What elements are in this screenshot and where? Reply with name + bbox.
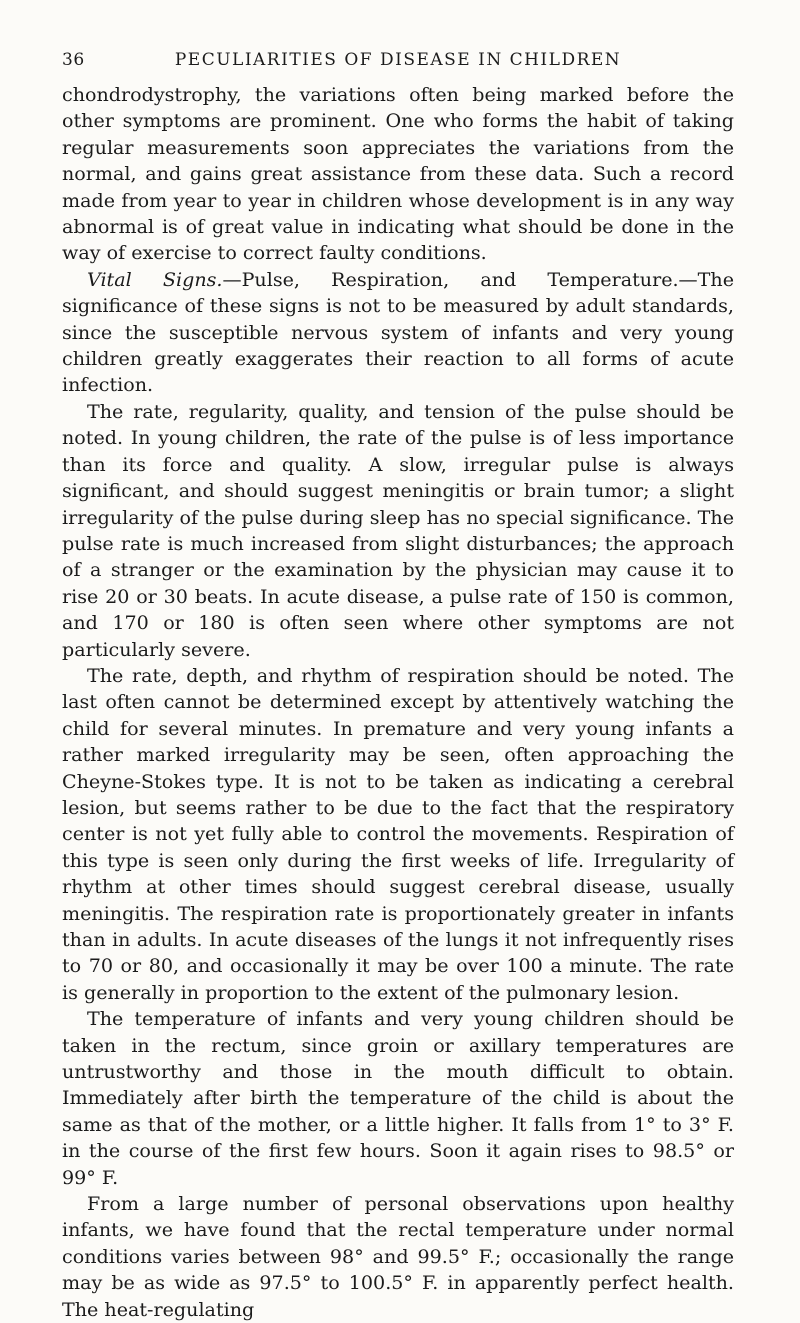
section-heading: Vital Signs. xyxy=(87,267,223,291)
paragraph-text: The rate, depth, and rhythm of respiration should be noted. The last often cannot be determined except by attentively watching the child for several minutes. In premature and very young infants a rather marked irregularity may be seen, often approaching the Cheyne-Stokes type. It is not to be taken as indicating a cerebral lesion, but seems rather to be due to the fact that the respiratory center is not yet fully able to control the movements. Respiration of this type is seen only during the first weeks of life. Irregularity of rhythm at other times should suggest cerebral disease, usually meningitis. The respiration rate is proportionately greater in infants than in adults. In acute diseases of the lungs it not infrequently rises to 70 or 80, and occasionally it may be over 100 a minute. The rate is generally in proportion to the extent of the pulmonary lesion. xyxy=(62,663,734,1004)
paragraph-text: The temperature of infants and very young children should be taken in the rectum, since groin or axillary temperatures are untrustworthy and those in the mouth difficult to obtain. Immediately after birth the temperature of the child is about the same as that of the mother, or a little higher. It falls from 1° to 3° F. in the course of the first few hours. Soon it again rises to 98.5° or 99° F. xyxy=(62,1007,734,1189)
body-text xyxy=(62,82,734,1323)
paragraph-text: The rate, regularity, quality, and tension of the pulse should be noted. In young children, the rate of the pulse is of less importance than its force and quality. A slow, irregular pulse is always significant, and should suggest meningitis or brain tumor; a slight irregularity of the pulse during sleep has no special significance. The pulse rate is much increased from slight disturbances; the approach of a stranger or the examination by the physician may cause it to rise 20 or 30 beats. In acute disease, a pulse rate of 150 is common, and 170 or 180 is often seen where other symptoms are not particularly severe. xyxy=(62,399,734,661)
paragraph-text: —Pulse, Respiration, and Temperature.—The significance of these signs is not to be measured by adult standards, since the susceptible nervous system of infants and very young children greatly exaggerates their reaction to all forms of acute infection. xyxy=(62,267,734,397)
page-header xyxy=(62,50,734,78)
paragraph-vital-signs xyxy=(62,267,734,399)
paragraph-continuation xyxy=(62,82,734,267)
paragraph-text: chondrodystrophy, the variations often being marked before the other symptoms are prominent. One who forms the habit of taking regular measurements soon appreciates the variations from the normal, and gains great assistance from these data. Such a record made from year to year in children whose development is in any way abnormal is of great value in indicating what should be done in the way of exercise to correct faulty conditions. xyxy=(62,83,734,265)
running-title: PECULIARITIES OF DISEASE IN CHILDREN xyxy=(174,50,622,70)
paragraph-temperature xyxy=(62,1006,734,1191)
page-number: 36 xyxy=(62,50,85,70)
paragraph-text: From a large number of personal observations upon healthy infants, we have found that the rectal temperature under normal conditions varies between 98° and 99.5° F.; occasionally the range may be as wide as 97.5° to 100.5° F. in apparently perfect health. The heat-regulating xyxy=(62,1192,734,1321)
paragraph-observations xyxy=(62,1191,734,1323)
paragraph-pulse xyxy=(62,399,734,663)
paragraph-respiration xyxy=(62,663,734,1006)
